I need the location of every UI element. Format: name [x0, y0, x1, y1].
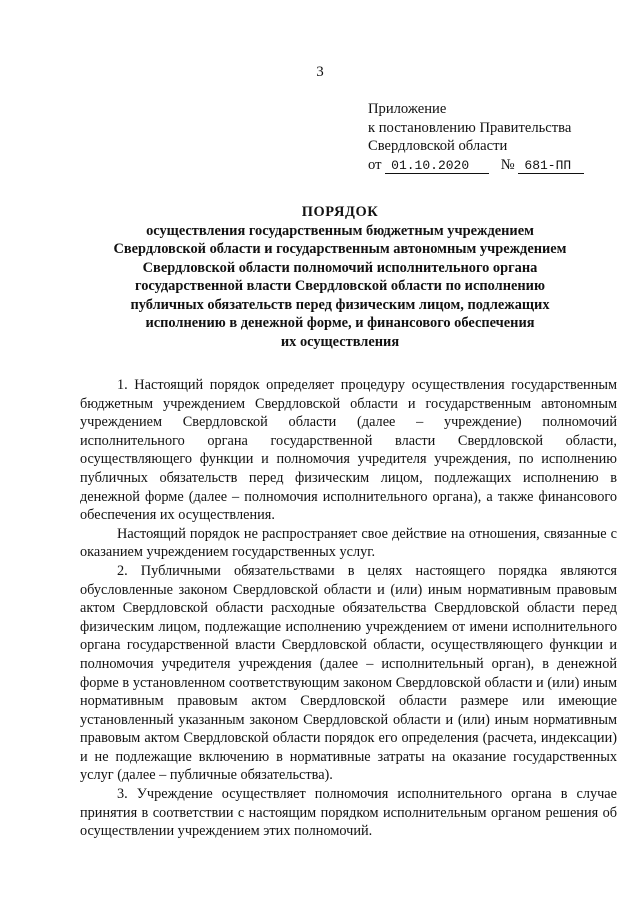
title-line: публичных обязательств перед физическим лицом, подлежащих [130, 296, 550, 313]
paragraph-3: 3. Учреждение осуществляет полномочия исполнительного органа в случае принятия в соответствии с настоящим порядком исполнительным органом решения об осуществлении учреждением этих полномочий. [80, 786, 617, 840]
title-line: осуществления государственным бюджетным учреждением [146, 222, 534, 239]
page-number: 3 [316, 64, 324, 80]
appendix-region-line: Свердловской области [368, 138, 508, 154]
appendix-reference-row [368, 156, 584, 175]
appendix-label: Приложение [368, 101, 447, 117]
resolution-number: 681-ПП [518, 159, 584, 174]
number-prefix: № [500, 156, 515, 173]
paragraph-1-note: Настоящий порядок не распространяет свое действие на отношения, связанные с оказанием учреждением государственных услуг. [80, 525, 617, 561]
paragraph-2: 2. Публичными обязательствами в целях настоящего порядка являются обусловленные законом Свердловской области и (или) иным нормативным правовым актом Свердловской области расходные обязательства Свердловской области перед физическим лицом, подлежащие исполнению учреждением от имени исполнительного органа государственной власти Свердловской области, осуществляющего функции и полномочия учредителя учреждения (далее – исполнительный орган), в денежной форме в установленном соответствующим законом Свердловской области и (или) иным нормативным правовым актом Свердловской области размере или имеющие установленный указанным законом Свердловской области и (или) иным нормативным правовым актом Свердловской области порядок его определения (расчета, индексации) и не подлежащие включению в нормативные затраты на оказание государственных услуг (далее – публичные обязательства). [80, 562, 617, 784]
title-line: исполнению в денежной форме, и финансового обеспечения [145, 315, 535, 331]
title-line: Свердловской области полномочий исполнительного органа [142, 259, 538, 276]
paragraph-1: 1. Настоящий порядок определяет процедуру осуществления государственным бюджетным учреждением Свердловской области и государственным автономным учреждением Свердловской области (далее – учреждение) полномочий исполнительного органа государственной власти Свердловской области, осуществляющего функции и полномочия учредителя учреждения, по исполнению публичных обязательств перед физическим лицом, подлежащих исполнению в денежной форме (далее – полномочия исполнительного органа), а также финансового обеспечения их осуществления. [80, 377, 617, 524]
title-line: Свердловской области и государственным автономным учреждением [113, 241, 567, 257]
title-line: их осуществления [280, 333, 400, 350]
resolution-date: 01.10.2020 [385, 159, 489, 174]
document-title [60, 203, 620, 351]
title-line: государственной власти Свердловской области по исполнению [135, 278, 545, 294]
document-body [80, 376, 617, 841]
title-heading: ПОРЯДОК [301, 204, 379, 220]
appendix-block [368, 100, 584, 174]
date-prefix: от [368, 156, 382, 173]
appendix-resolution-line: к постановлению Правительства [368, 119, 572, 136]
